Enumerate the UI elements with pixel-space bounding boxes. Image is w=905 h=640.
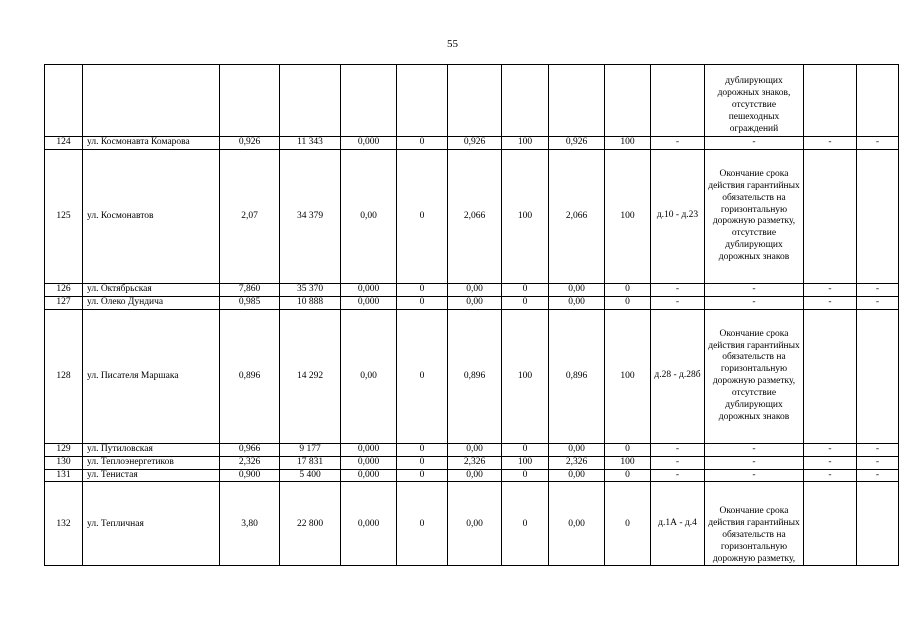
cell-c6: 0 [502, 469, 549, 482]
cell-c1: 0,985 [220, 296, 280, 309]
street-name: ул. Космонавта Комарова [83, 137, 220, 150]
cell-c7: 0,926 [549, 137, 605, 150]
cell-c8: 100 [605, 456, 651, 469]
cell-c8: 100 [605, 137, 651, 150]
street-name: ул. Писателя Маршака [83, 309, 220, 443]
row-number: 124 [45, 137, 83, 150]
cell-c3: 0,000 [341, 283, 397, 296]
row-number: 126 [45, 283, 83, 296]
cell-c3: 0,00 [341, 309, 397, 443]
table-cell [220, 65, 280, 137]
table-row-continuation [45, 65, 899, 137]
cell-c10: - [857, 296, 899, 309]
cell-c9 [804, 482, 857, 566]
note-cell: Окончание срока действия гарантийных обязательств на горизонтальную дорожную разметку, отсутствие дублирующих дорожных знаков [705, 309, 804, 443]
table-cell [448, 65, 502, 137]
cell-c6: 0 [502, 482, 549, 566]
row-number: 131 [45, 469, 83, 482]
cell-c4: 0 [397, 482, 448, 566]
table-row [45, 443, 899, 456]
cell-c9: - [804, 443, 857, 456]
houses-cell: д.1А - д.4 [651, 482, 705, 566]
cell-c2: 35 370 [280, 283, 341, 296]
cell-c10: - [857, 137, 899, 150]
row-number: 127 [45, 296, 83, 309]
cell-c3: 0,000 [341, 296, 397, 309]
table-cell [280, 65, 341, 137]
table-cell [83, 65, 220, 137]
table-row [45, 283, 899, 296]
table-cell [804, 65, 857, 137]
cell-c1: 3,80 [220, 482, 280, 566]
cell-c6: 100 [502, 137, 549, 150]
cell-c7: 2,066 [549, 149, 605, 283]
cell-c8: 0 [605, 296, 651, 309]
street-name: ул. Тепличная [83, 482, 220, 566]
cell-c1: 0,900 [220, 469, 280, 482]
cell-c9: - [804, 137, 857, 150]
cell-c3: 0,000 [341, 482, 397, 566]
cell-c10: - [857, 443, 899, 456]
cell-c4: 0 [397, 149, 448, 283]
cell-c3: 0,000 [341, 443, 397, 456]
table-row [45, 482, 899, 566]
table-row [45, 309, 899, 443]
cell-c9: - [804, 469, 857, 482]
cell-c5: 2,326 [448, 456, 502, 469]
cell-c6: 100 [502, 149, 549, 283]
table-row [45, 137, 899, 150]
note-cell: - [705, 296, 804, 309]
houses-cell: - [651, 296, 705, 309]
table-cell [341, 65, 397, 137]
cell-c8: 0 [605, 482, 651, 566]
row-number: 128 [45, 309, 83, 443]
cell-c4: 0 [397, 296, 448, 309]
note-cell: - [705, 456, 804, 469]
note-cell: Окончание срока действия гарантийных обязательств на горизонтальную дорожную разметку, [705, 482, 804, 566]
houses-cell: - [651, 456, 705, 469]
cell-c4: 0 [397, 456, 448, 469]
houses-cell: - [651, 443, 705, 456]
cell-c8: 0 [605, 469, 651, 482]
cell-c9 [804, 149, 857, 283]
cell-c4: 0 [397, 309, 448, 443]
note-cell: дублирующих дорожных знаков, отсутствие пешеходных ограждений [705, 65, 804, 137]
cell-c7: 0,00 [549, 443, 605, 456]
cell-c6: 100 [502, 456, 549, 469]
cell-c7: 0,00 [549, 469, 605, 482]
cell-c5: 0,00 [448, 283, 502, 296]
street-name: ул. Космонавтов [83, 149, 220, 283]
cell-c6: 0 [502, 443, 549, 456]
cell-c5: 2,066 [448, 149, 502, 283]
row-number: 129 [45, 443, 83, 456]
cell-c8: 100 [605, 309, 651, 443]
note-cell: - [705, 443, 804, 456]
note-cell: Окончание срока действия гарантийных обязательств на горизонтальную дорожную разметку, отсутствие дублирующих дорожных знаков [705, 149, 804, 283]
roads-table [44, 64, 899, 566]
cell-c5: 0,00 [448, 469, 502, 482]
page-number: 55 [447, 38, 458, 50]
table-cell [397, 65, 448, 137]
cell-c2: 9 177 [280, 443, 341, 456]
houses-cell: д.10 - д.23 [651, 149, 705, 283]
table-row [45, 456, 899, 469]
cell-c9: - [804, 296, 857, 309]
table-row [45, 469, 899, 482]
cell-c2: 11 343 [280, 137, 341, 150]
street-name: ул. Олеко Дундича [83, 296, 220, 309]
cell-c7: 0,00 [549, 482, 605, 566]
cell-c1: 2,326 [220, 456, 280, 469]
cell-c1: 0,966 [220, 443, 280, 456]
cell-c4: 0 [397, 469, 448, 482]
table-cell [605, 65, 651, 137]
table-cell [857, 65, 899, 137]
cell-c1: 0,926 [220, 137, 280, 150]
cell-c10: - [857, 469, 899, 482]
row-number: 132 [45, 482, 83, 566]
table-cell [651, 65, 705, 137]
houses-cell: - [651, 137, 705, 150]
cell-c6: 0 [502, 296, 549, 309]
cell-c7: 0,00 [549, 296, 605, 309]
cell-c8: 0 [605, 283, 651, 296]
cell-c5: 0,00 [448, 443, 502, 456]
cell-c3: 0,00 [341, 149, 397, 283]
cell-c8: 100 [605, 149, 651, 283]
cell-c1: 7,860 [220, 283, 280, 296]
table-row [45, 149, 899, 283]
cell-c4: 0 [397, 283, 448, 296]
cell-c6: 100 [502, 309, 549, 443]
cell-c6: 0 [502, 283, 549, 296]
cell-c1: 0,896 [220, 309, 280, 443]
cell-c10: - [857, 456, 899, 469]
cell-c2: 10 888 [280, 296, 341, 309]
cell-c3: 0,000 [341, 456, 397, 469]
cell-c2: 14 292 [280, 309, 341, 443]
table-cell [502, 65, 549, 137]
street-name: ул. Путиловская [83, 443, 220, 456]
table-body [45, 65, 899, 566]
cell-c7: 0,896 [549, 309, 605, 443]
cell-c10 [857, 309, 899, 443]
row-number: 130 [45, 456, 83, 469]
cell-c10 [857, 149, 899, 283]
cell-c10 [857, 482, 899, 566]
street-name: ул. Тенистая [83, 469, 220, 482]
cell-c5: 0,00 [448, 296, 502, 309]
cell-c8: 0 [605, 443, 651, 456]
table-cell [45, 65, 83, 137]
cell-c1: 2,07 [220, 149, 280, 283]
cell-c5: 0,926 [448, 137, 502, 150]
street-name: ул. Октябрьская [83, 283, 220, 296]
cell-c5: 0,896 [448, 309, 502, 443]
cell-c9: - [804, 283, 857, 296]
cell-c7: 2,326 [549, 456, 605, 469]
cell-c4: 0 [397, 137, 448, 150]
note-cell: - [705, 137, 804, 150]
cell-c9 [804, 309, 857, 443]
street-name: ул. Теплоэнергетиков [83, 456, 220, 469]
cell-c10: - [857, 283, 899, 296]
cell-c2: 34 379 [280, 149, 341, 283]
cell-c9: - [804, 456, 857, 469]
note-cell: - [705, 469, 804, 482]
table-cell [549, 65, 605, 137]
cell-c2: 22 800 [280, 482, 341, 566]
table-row [45, 296, 899, 309]
cell-c2: 17 831 [280, 456, 341, 469]
cell-c3: 0,000 [341, 469, 397, 482]
houses-cell: - [651, 283, 705, 296]
cell-c5: 0,00 [448, 482, 502, 566]
row-number: 125 [45, 149, 83, 283]
cell-c3: 0,000 [341, 137, 397, 150]
houses-cell: д.28 - д.28б [651, 309, 705, 443]
note-cell: - [705, 283, 804, 296]
cell-c7: 0,00 [549, 283, 605, 296]
cell-c2: 5 400 [280, 469, 341, 482]
cell-c4: 0 [397, 443, 448, 456]
houses-cell: - [651, 469, 705, 482]
